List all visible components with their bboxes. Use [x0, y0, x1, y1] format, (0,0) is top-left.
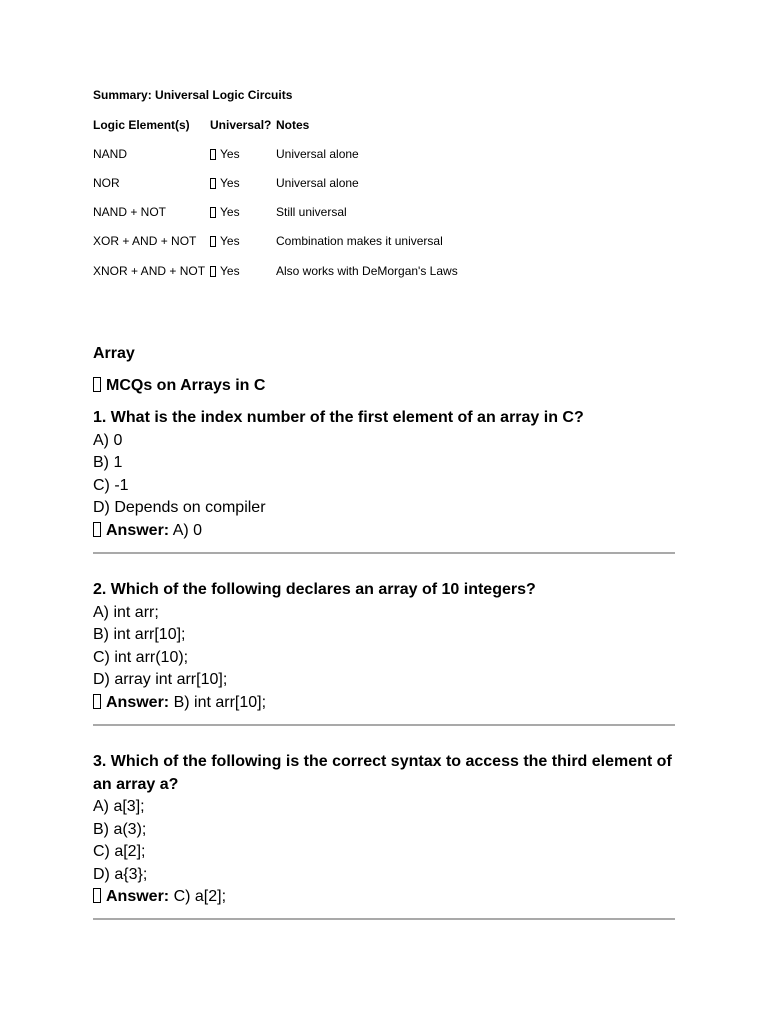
- horizontal-rule: [93, 552, 675, 554]
- question-block: [93, 751, 675, 909]
- cell-universal: [210, 198, 276, 227]
- missing-glyph-icon: [93, 888, 101, 903]
- cell-universal: [210, 168, 276, 197]
- option-c: C) int arr(10);: [93, 648, 189, 666]
- cell-element: XNOR + AND + NOT: [93, 263, 206, 278]
- missing-glyph-icon: [93, 522, 101, 537]
- answer-line: [93, 692, 675, 715]
- horizontal-rule: [93, 724, 675, 726]
- cell-element: NAND: [93, 146, 128, 161]
- missing-glyph-icon: [210, 236, 216, 247]
- question-text: 1. What is the index number of the first element of an array in C?: [93, 409, 584, 426]
- answer-value: C) a[2];: [173, 888, 227, 905]
- answer-label: Answer:: [106, 888, 170, 905]
- table-row: [93, 168, 526, 197]
- universal-value: Yes: [220, 234, 240, 249]
- answer-label: Answer:: [106, 693, 170, 711]
- cell-universal: [210, 227, 276, 256]
- answer-line: [93, 520, 675, 543]
- header-universal: Universal?: [210, 117, 272, 132]
- missing-glyph-icon: [210, 207, 216, 218]
- cell-notes: Still universal: [276, 205, 347, 220]
- table-row: [93, 198, 526, 227]
- table-row: [93, 139, 526, 168]
- missing-glyph-icon: [210, 149, 216, 160]
- summary-title: Summary: Universal Logic Circuits: [93, 88, 293, 102]
- answer-label: Answer:: [106, 521, 170, 539]
- answer-line: [93, 886, 675, 909]
- option-a: A) int arr;: [93, 603, 159, 621]
- horizontal-rule: [93, 918, 675, 920]
- question-text: 3. Which of the following is the correct syntax to access the third element of an array a?: [93, 753, 672, 793]
- cell-universal: [210, 139, 276, 168]
- mcq-heading-text: MCQs on Arrays in C: [106, 377, 266, 394]
- option-b: B) 1: [93, 454, 123, 471]
- universal-value: Yes: [220, 263, 240, 278]
- cell-notes: Universal alone: [276, 175, 359, 190]
- option-b: B) a(3);: [93, 820, 147, 838]
- answer-value: B) int arr[10];: [173, 693, 267, 711]
- cell-element: XOR + AND + NOT: [93, 234, 197, 249]
- cell-notes: Universal alone: [276, 146, 359, 161]
- option-d: D) a{3};: [93, 865, 148, 883]
- table-row: [93, 256, 526, 285]
- cell-universal: [210, 256, 276, 285]
- option-d: D) Depends on compiler: [93, 499, 266, 516]
- option-b: B) int arr[10];: [93, 626, 186, 643]
- missing-glyph-icon: [210, 178, 216, 189]
- mcq-heading: [93, 377, 265, 395]
- cell-notes: Combination makes it universal: [276, 234, 443, 249]
- question-text: 2. Which of the following declares an array of 10 integers?: [93, 581, 536, 598]
- header-notes: Notes: [276, 117, 310, 132]
- table-row: [93, 227, 526, 256]
- missing-glyph-icon: [93, 377, 101, 392]
- cell-element: NAND + NOT: [93, 205, 167, 220]
- universal-value: Yes: [220, 205, 240, 220]
- answer-value: A) 0: [172, 521, 203, 539]
- question-block: [93, 579, 675, 714]
- summary-table: [93, 110, 526, 285]
- header-logic-element: Logic Element(s): [93, 117, 190, 132]
- option-d: D) array int arr[10];: [93, 671, 228, 688]
- cell-notes: Also works with DeMorgan's Laws: [276, 263, 458, 278]
- question-block: [93, 407, 675, 542]
- section-title: Array: [93, 345, 135, 362]
- option-a: A) a[3];: [93, 798, 145, 815]
- missing-glyph-icon: [210, 266, 216, 277]
- universal-value: Yes: [220, 146, 240, 161]
- option-a: A) 0: [93, 431, 123, 449]
- table-header-row: [93, 110, 526, 139]
- universal-value: Yes: [220, 175, 240, 190]
- option-c: C) a[2];: [93, 843, 146, 860]
- cell-element: NOR: [93, 175, 120, 190]
- option-c: C) -1: [93, 476, 129, 494]
- missing-glyph-icon: [93, 694, 101, 709]
